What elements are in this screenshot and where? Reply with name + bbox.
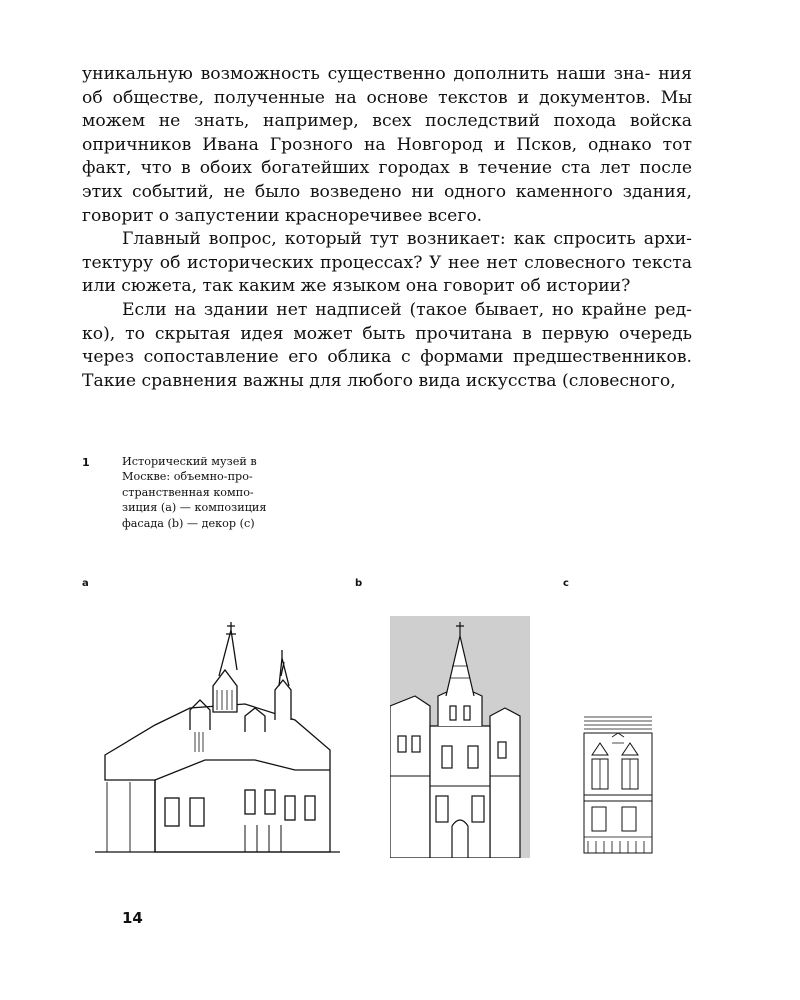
text-line: опричников Ивана Грозного на Новгород и Псков, однако тот [82,134,692,155]
text-line: через сопоставление его облика с формами предшественников. [82,347,692,368]
caption-line: зиция (a) — композиция [122,501,267,515]
text-line: говорит о запустении красноречивее всего. [82,205,483,226]
museum-volume-drawing [95,620,340,860]
text-line: Главный вопрос, который тут возникает: как спросить архи- [122,229,692,250]
text-line: этих событий, не было возведено ни одного каменного здания, [82,181,692,202]
text-line: Мы можем не знать, например, всех последствий похода войска [82,87,692,132]
text-line: Такие сравнения важны для любого вида искусства (словесного, [82,370,676,391]
text-line: Если на здании нет надписей (такое бывает, но крайне ред- [122,299,692,320]
text-line: факт, что в обоих богатейших городах в течение ста лет после [82,158,692,179]
text-line: уникальную возможность существенно дополнить наши зна- [82,64,651,84]
text-line: или сюжета, так каким же языком она говорит об истории? [82,276,631,297]
panel-label-b: b [355,578,363,589]
text-line: ния об обществе, полученные на основе текстов и документов. [82,64,692,108]
figure-number: 1 [82,456,90,469]
paragraph-3 [82,299,692,393]
page-number: 14 [122,909,143,927]
caption-line: странственная компо- [122,485,254,499]
paragraph-2 [82,228,692,299]
text-line: тектуру об исторических процессах? У нее нет словесного текста [82,252,692,273]
text-line: ко), то скрытая идея может быть прочитана в первую очередь [82,323,692,344]
panel-label-c: c [563,578,569,589]
body-text [82,63,692,393]
figure-caption [122,454,297,531]
paragraph-1 [82,63,692,228]
caption-line: фасада (b) — декор (c) [122,516,255,530]
caption-line: Москве: объемно-про- [122,470,253,484]
caption-line: Исторический музей в [122,455,257,468]
museum-facade-drawing [390,616,530,858]
museum-decor-drawing [582,715,654,855]
panel-label-a: a [82,578,89,589]
